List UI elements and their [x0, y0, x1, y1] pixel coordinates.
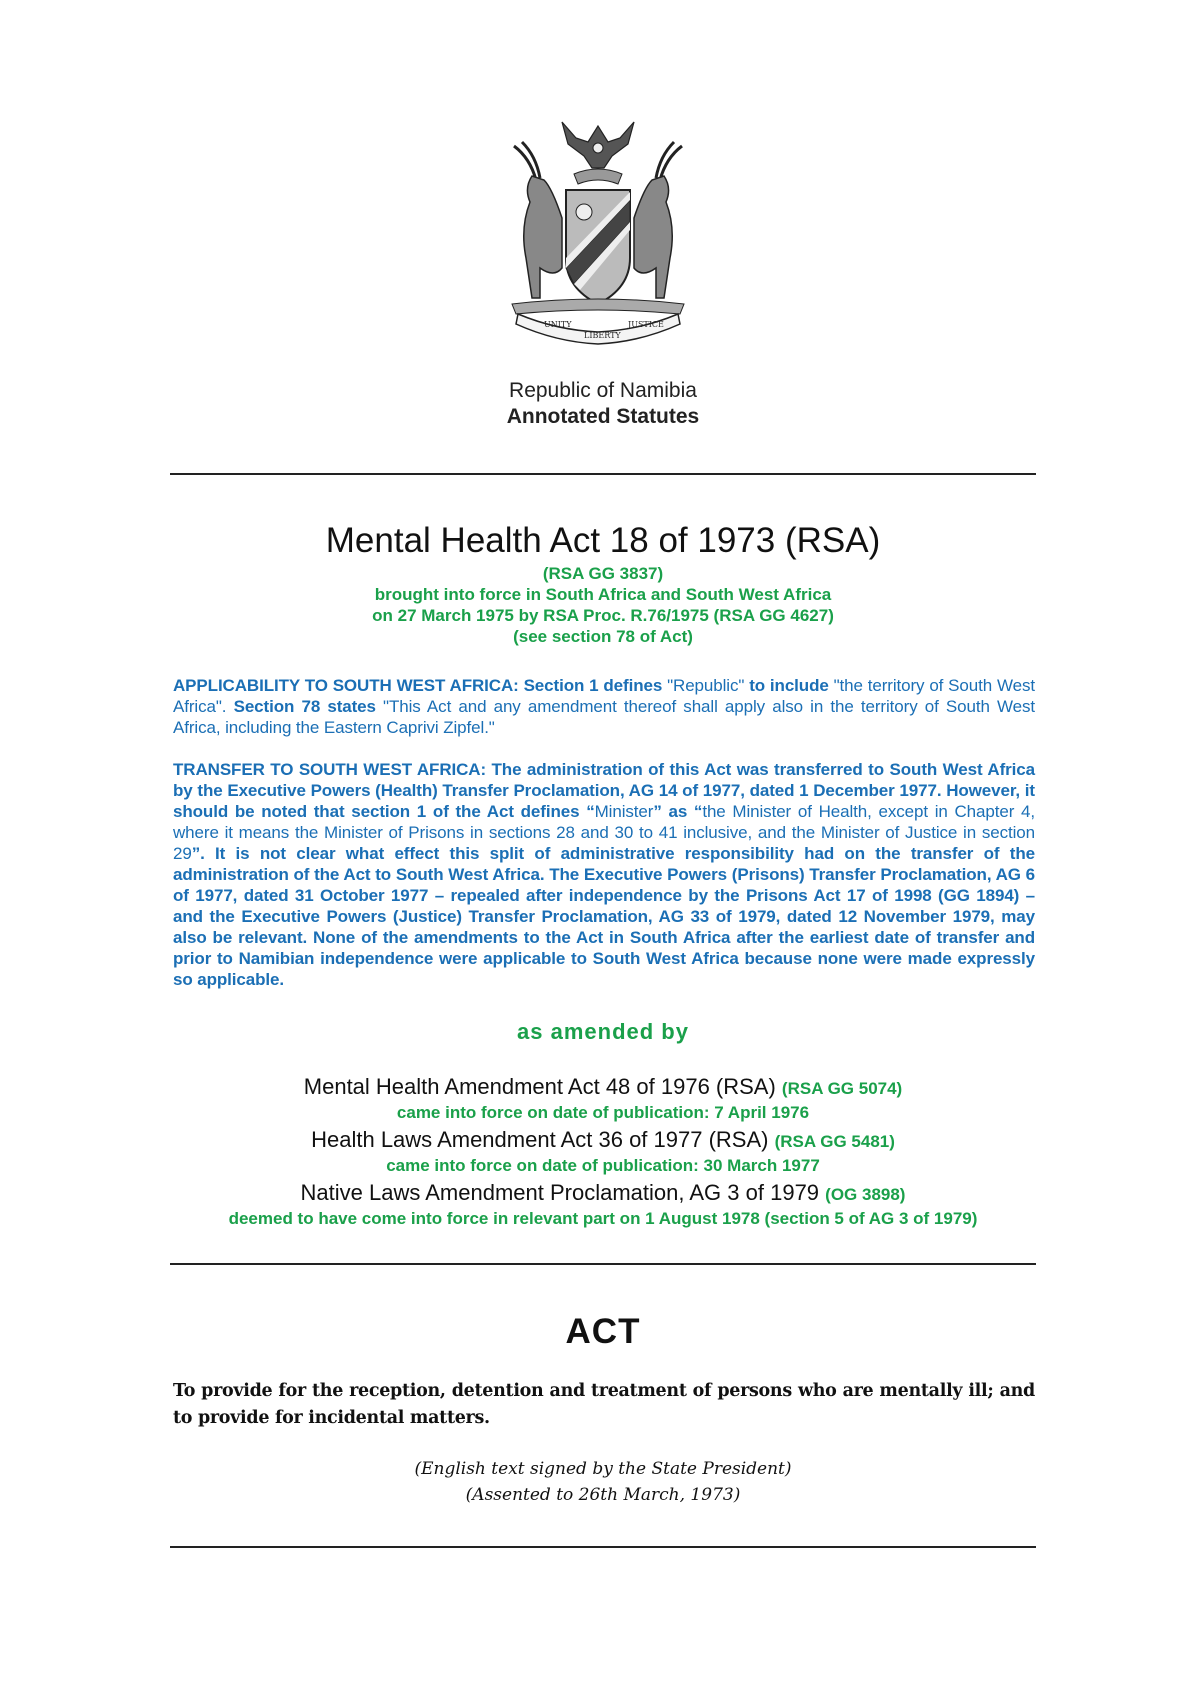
- motto-unity: UNITY: [544, 320, 572, 329]
- divider-top: [170, 473, 1036, 475]
- transfer-part-2: ” as “: [653, 802, 703, 821]
- transfer-part-1: TRANSFER TO SOUTH WEST AFRICA: The administration of this Act was transferred to South West Africa by the Executive Powers (Health) Transfer Proclamation, AG 14 of 1977, dated 1 December 1977. However, it should be noted that section 1 of the Act defines “: [173, 760, 1035, 821]
- amendment-item: [170, 1073, 1036, 1102]
- applicability-quote-1: "Republic": [662, 676, 750, 695]
- amendment-note: deemed to have come into force in relevant part on 1 August 1978 (section 5 of AG 3 of 1979): [228, 1209, 978, 1228]
- republic-heading: Republic of Namibia: [509, 379, 697, 402]
- amendment-item: [170, 1126, 1036, 1155]
- amendment-note: came into force on date of publication: 7 April 1976: [396, 1103, 810, 1122]
- amendment-gg: (RSA GG 5074): [781, 1079, 903, 1098]
- title-notes: [170, 563, 1036, 647]
- applicability-note: [173, 675, 1035, 738]
- amendment-list: [170, 1073, 1036, 1230]
- transfer-quote-1: Minister: [594, 802, 654, 821]
- divider-middle: [170, 1263, 1036, 1265]
- assented-note: (Assented to 26th March, 1973): [465, 1485, 741, 1505]
- title-gg: (RSA GG 3837): [542, 564, 664, 583]
- applicability-quote-3: "This Act and any amendment thereof shall apply also in the territory of South West Africa, including the Eastern Caprivi Zipfel.": [173, 697, 1036, 737]
- amendment-name: Native Laws Amendment Proclamation, AG 3 of 1979: [300, 1180, 826, 1205]
- amendment-name: Health Laws Amendment Act 36 of 1977 (RSA): [311, 1127, 775, 1152]
- title-force-line-2: on 27 March 1975 by RSA Proc. R.76/1975 (RSA GG 4627): [372, 606, 834, 625]
- amendment-note: came into force on date of publication: 30 March 1977: [386, 1156, 820, 1175]
- motto-liberty: LIBERTY: [584, 331, 621, 340]
- amendment-gg: (OG 3898): [825, 1185, 906, 1204]
- coat-of-arms-emblem: [496, 118, 700, 350]
- amendment-gg: (RSA GG 5481): [774, 1132, 895, 1151]
- applicability-mid-1: to include: [749, 676, 829, 695]
- act-long-title: To provide for the reception, detention and treatment of persons who are mentally ill; and to provide for incidental matters.: [173, 1381, 1035, 1428]
- amendment-name: Mental Health Amendment Act 48 of 1976 (RSA): [303, 1074, 782, 1099]
- motto-justice: JUSTICE: [628, 320, 664, 329]
- applicability-mid-2: Section 78 states: [233, 697, 376, 716]
- title-force-line-1: brought into force in South Africa and South West Africa: [374, 585, 832, 604]
- annotated-statutes-heading: Annotated Statutes: [506, 405, 700, 428]
- amended-by-heading: as amended by: [517, 1019, 689, 1044]
- transfer-quote-2: the Minister of Health, except in Chapter 4, where it means the Minister of Prisons in sections 28 and 30 to 41 inclusive, and the Minister of Justice in section 29: [173, 802, 1035, 863]
- transfer-part-3: ”. It is not clear what effect this split of administrative responsibility had on the transfer of the administration of the Act to South West Africa. The Executive Powers (Prisons) Transfer Proclamation, AG 6 of 1977, dated 31 October 1977 – repealed after independence by the Prisons Act 17 of 1998 (GG 1894) – and the Executive Powers (Justice) Transfer Proclamation, AG 33 of 1979, dated 12 November 1979, may also be relevant. None of the amendments to the Act in South Africa after the earliest date of transfer and prior to Namibian independence were applicable to South West Africa because none were made expressly so applicable.: [173, 844, 1035, 989]
- act-title: Mental Health Act 18 of 1973 (RSA): [325, 521, 881, 560]
- title-force-line-3: (see section 78 of Act): [513, 627, 693, 646]
- signed-note: (English text signed by the State President): [414, 1459, 792, 1479]
- applicability-lead: APPLICABILITY TO SOUTH WEST AFRICA: Section 1 defines: [173, 676, 663, 695]
- divider-bottom: [170, 1546, 1036, 1548]
- applicability-quote-2: "the territory of South West Africa".: [173, 676, 1035, 716]
- amendment-item: [170, 1179, 1036, 1208]
- act-heading: ACT: [565, 1312, 641, 1351]
- transfer-note: [173, 759, 1035, 990]
